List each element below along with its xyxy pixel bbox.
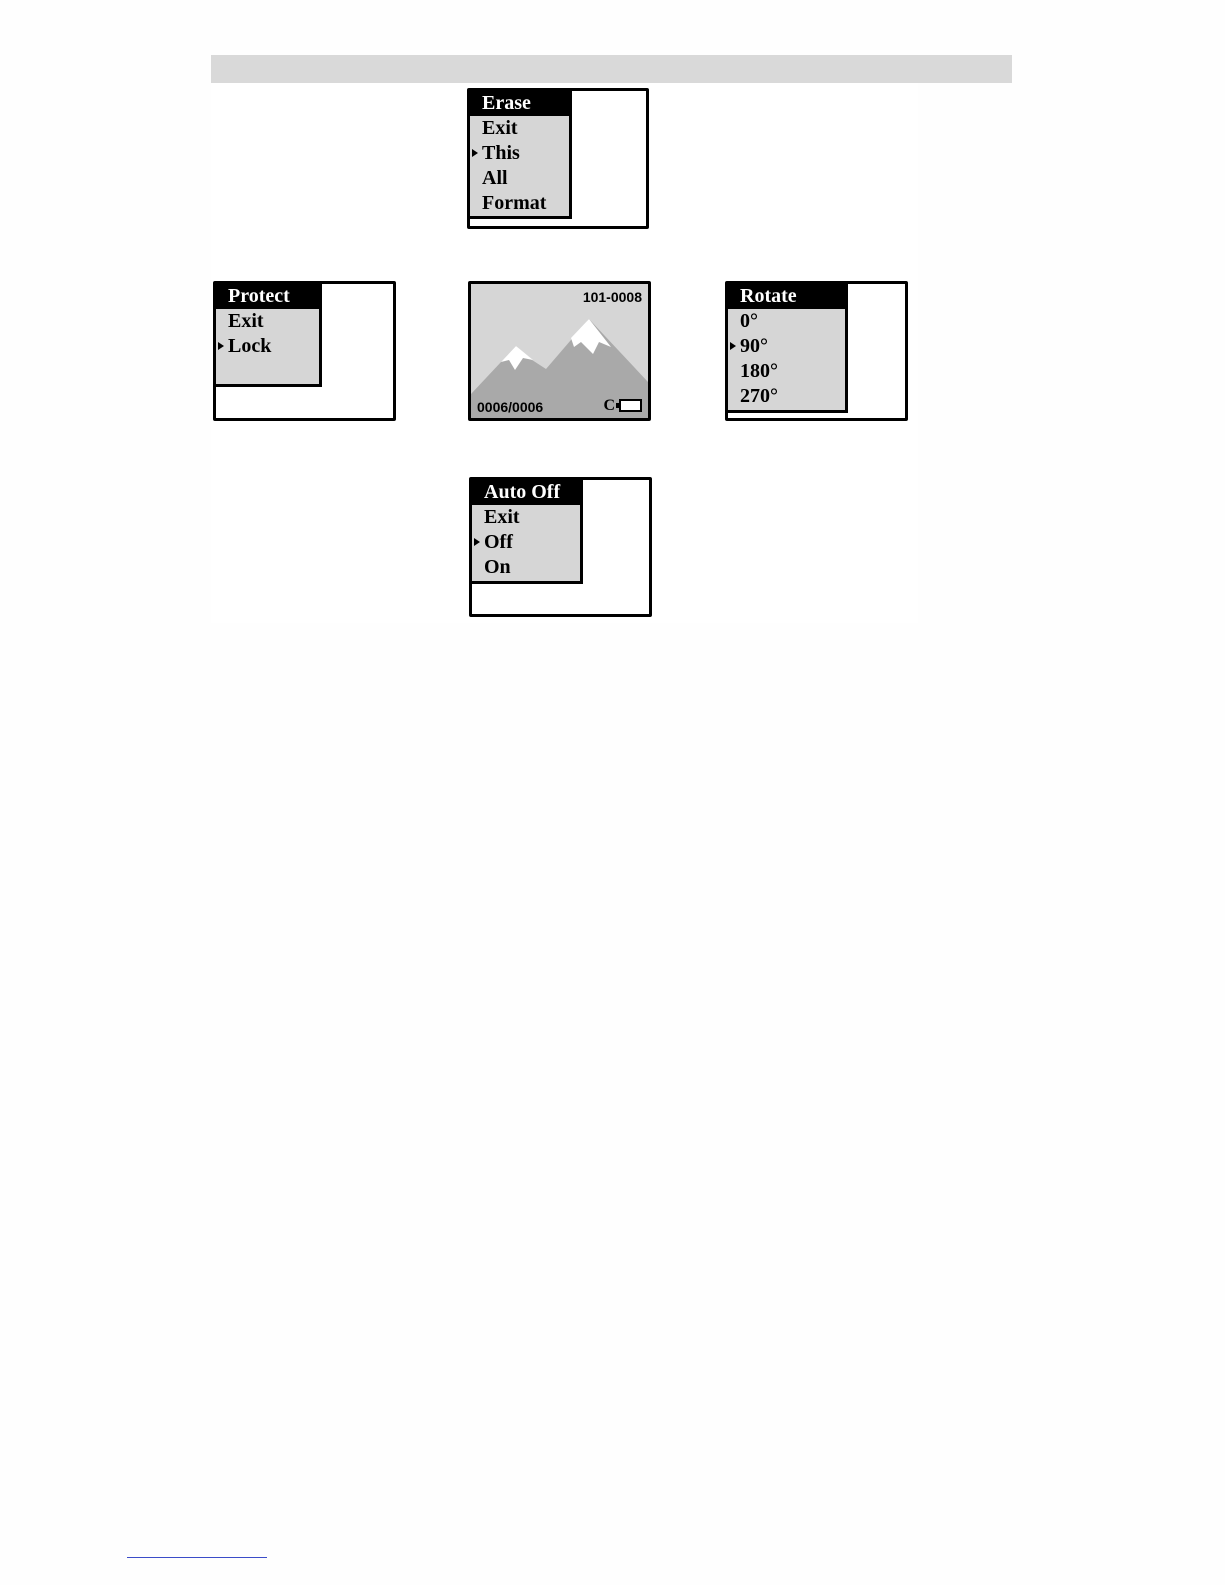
- rotate-screen: [725, 281, 908, 421]
- rotate-menu-title: Rotate: [728, 284, 845, 309]
- auto-off-menu: [472, 480, 583, 584]
- menu-item-label: Off: [484, 531, 513, 553]
- selection-pointer-icon: [474, 538, 480, 546]
- menu-item-label: Exit: [482, 117, 518, 139]
- erase-menu-title: Erase: [470, 91, 569, 116]
- storage-card-indicator: C: [603, 397, 615, 414]
- protect-menu-item-lock[interactable]: [216, 334, 319, 359]
- selection-pointer-icon: [730, 342, 736, 350]
- erase-menu-item-format[interactable]: [470, 191, 569, 216]
- rotate-menu-item-270[interactable]: [728, 384, 845, 409]
- rotate-menu-item-0[interactable]: [728, 309, 845, 334]
- protect-menu-title: Protect: [216, 284, 319, 309]
- header-bar: [211, 55, 1012, 83]
- file-number: 101-0008: [582, 289, 642, 305]
- erase-menu-item-all[interactable]: [470, 166, 569, 191]
- image-counter: 0006/0006: [477, 399, 544, 415]
- menu-item-label: Format: [482, 192, 547, 214]
- auto-off-menu-item-on[interactable]: [472, 555, 580, 580]
- selection-pointer-icon: [218, 342, 224, 350]
- rotate-menu-item-90[interactable]: [728, 334, 845, 359]
- erase-screen: [467, 88, 649, 229]
- menu-item-label: All: [482, 167, 508, 189]
- preview-screen: [468, 281, 651, 421]
- rotate-menu-item-180[interactable]: [728, 359, 845, 384]
- erase-menu: [470, 91, 572, 219]
- auto-off-menu-title: Auto Off: [472, 480, 580, 505]
- footnote-rule: [127, 1557, 267, 1558]
- menu-item-label: Lock: [228, 335, 272, 357]
- menu-item-label: Exit: [228, 310, 264, 332]
- menu-item-label: 0°: [740, 310, 758, 332]
- menu-item-label: 180°: [740, 360, 778, 382]
- menu-item-label: On: [484, 556, 511, 578]
- auto-off-screen: [469, 477, 652, 617]
- auto-off-menu-item-off[interactable]: [472, 530, 580, 555]
- erase-menu-item-this[interactable]: [470, 141, 569, 166]
- protect-screen: [213, 281, 396, 421]
- selection-pointer-icon: [472, 149, 478, 157]
- erase-menu-item-exit[interactable]: [470, 116, 569, 141]
- menu-item-label: 270°: [740, 385, 778, 407]
- auto-off-menu-item-exit[interactable]: [472, 505, 580, 530]
- protect-menu-item-exit[interactable]: [216, 309, 319, 334]
- battery-terminal: [616, 403, 619, 408]
- menu-item-label: This: [482, 142, 520, 164]
- menu-item-label: Exit: [484, 506, 520, 528]
- rotate-menu: [728, 284, 848, 413]
- protect-menu: [216, 284, 322, 387]
- battery-icon: [619, 399, 642, 412]
- menu-item-label: 90°: [740, 335, 768, 357]
